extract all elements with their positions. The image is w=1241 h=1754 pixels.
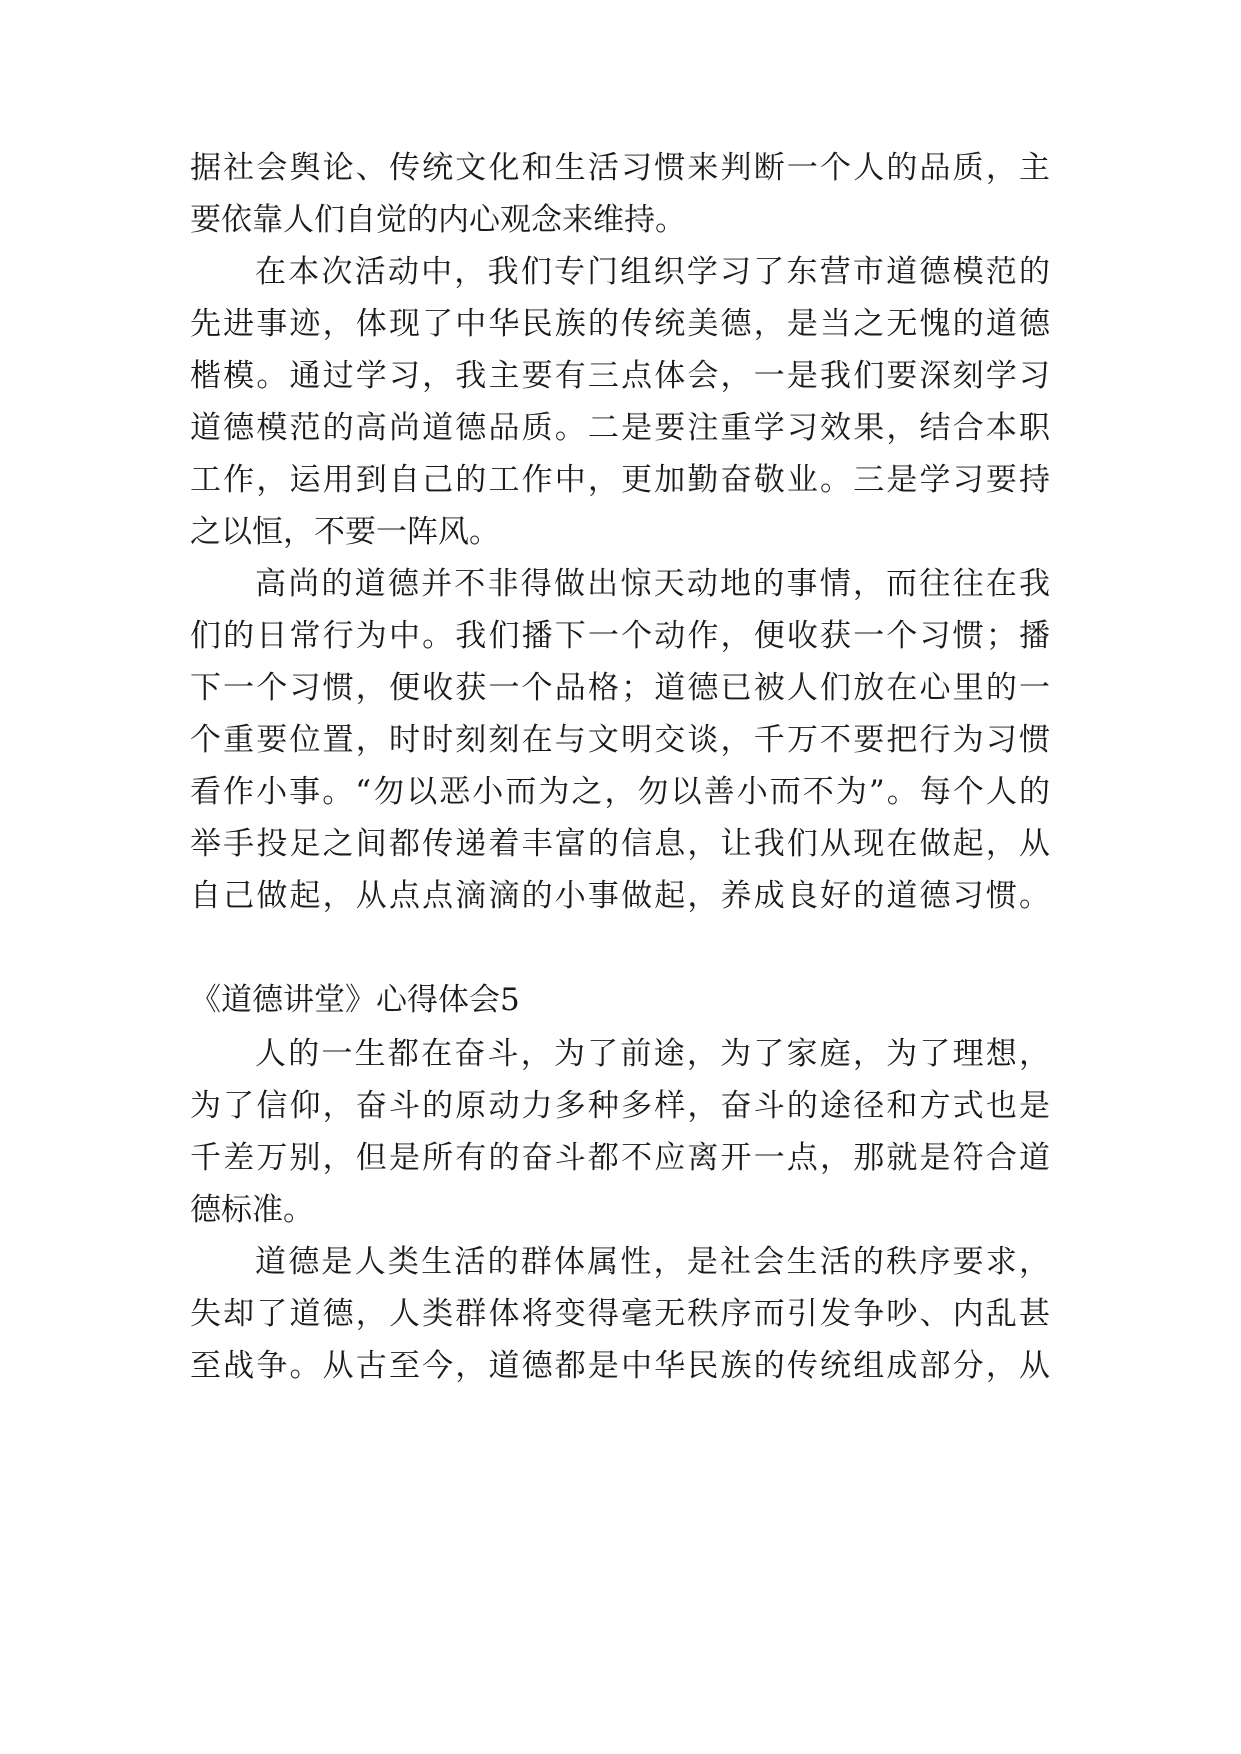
paragraph-line: 要依靠人们自觉的内心观念来维持。 [190, 202, 686, 238]
paragraph-line: 据社会舆论、传统文化和生活习惯来判断一个人的品质，主 [190, 150, 1050, 186]
paragraph-line: 楷模。通过学习，我主要有三点体会，一是我们要深刻学习 [190, 358, 1050, 394]
section-title: 《道德讲堂》心得体会5 [190, 982, 520, 1018]
paragraph-line: 下一个习惯，便收获一个品格；道德已被人们放在心里的一 [190, 670, 1050, 706]
paragraph-line: 为了信仰，奋斗的原动力多种多样，奋斗的途径和方式也是 [190, 1088, 1050, 1124]
paragraph-line: 自己做起，从点点滴滴的小事做起，养成良好的道德习惯。 [190, 878, 1050, 914]
paragraph-line: 道德是人类生活的群体属性，是社会生活的秩序要求， [255, 1244, 1050, 1280]
paragraph-line: 举手投足之间都传递着丰富的信息，让我们从现在做起，从 [190, 826, 1050, 862]
paragraph-line: 至战争。从古至今，道德都是中华民族的传统组成部分，从 [190, 1348, 1050, 1384]
paragraph-line: 之以恒，不要一阵风。 [190, 514, 500, 550]
paragraph-line: 工作，运用到自己的工作中，更加勤奋敬业。三是学习要持 [190, 462, 1050, 498]
paragraph-line: 先进事迹，体现了中华民族的传统美德，是当之无愧的道德 [190, 306, 1050, 342]
paragraph-line: 千差万别，但是所有的奋斗都不应离开一点，那就是符合道 [190, 1140, 1050, 1176]
paragraph-line: 道德模范的高尚道德品质。二是要注重学习效果，结合本职 [190, 410, 1050, 446]
paragraph-line: 高尚的道德并不非得做出惊天动地的事情，而往往在我 [255, 566, 1050, 602]
paragraph-line: 们的日常行为中。我们播下一个动作，便收获一个习惯；播 [190, 618, 1050, 654]
paragraph-line: 个重要位置，时时刻刻在与文明交谈，千万不要把行为习惯 [190, 722, 1050, 758]
paragraph-line: 人的一生都在奋斗，为了前途，为了家庭，为了理想， [255, 1036, 1050, 1072]
paragraph-line: 失却了道德，人类群体将变得毫无秩序而引发争吵、内乱甚 [190, 1296, 1050, 1332]
paragraph-line: 德标准。 [190, 1192, 314, 1228]
paragraph-line: 看作小事。“勿以恶小而为之，勿以善小而不为”。每个人的 [190, 774, 1050, 810]
paragraph-line: 在本次活动中，我们专门组织学习了东营市道德模范的 [255, 254, 1050, 290]
